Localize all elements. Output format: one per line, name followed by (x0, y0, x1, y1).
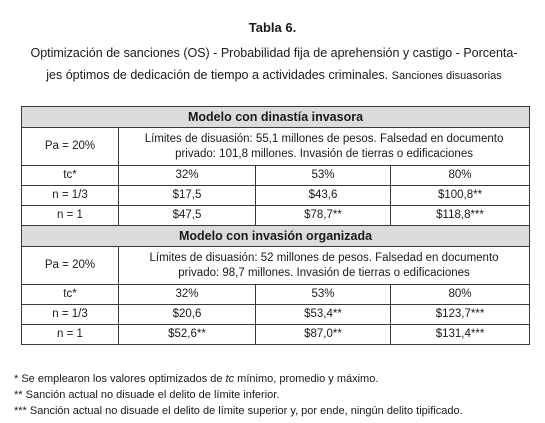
section-header-row (22, 107, 530, 128)
table-caption (18, 42, 530, 87)
limits-text (119, 128, 530, 166)
table-cell: 80% (391, 285, 530, 305)
table-cell: $47,5 (119, 206, 256, 226)
table-cell: $123,7*** (391, 305, 530, 325)
limits-row (22, 247, 530, 285)
table-cell: $43,6 (256, 186, 391, 206)
caption-line-2: jes óptimos de dedicación de tiempo a actividades criminales. (46, 68, 389, 82)
limits-line-2: privado: 101,8 millones. Invasión de tierras o edificaciones (175, 147, 473, 160)
table-cell: 80% (391, 166, 530, 186)
table-title: Tabla 6. (248, 20, 297, 35)
pa-label: Pa = 20% (22, 247, 119, 285)
tc-row (22, 285, 530, 305)
table-cell: $53,4** (256, 305, 391, 325)
limits-line-1: Límites de disuasión: 52 millones de pesos. Falsedad en documento (149, 251, 499, 264)
section-header: Modelo con dinastía invasora (22, 107, 530, 128)
limits-row (22, 128, 530, 166)
pa-label: Pa = 20% (22, 128, 119, 166)
row-label: n = 1 (22, 325, 119, 345)
table-cell: $78,7** (256, 206, 391, 226)
table-row (22, 206, 530, 226)
footnote-1-post: mínimo, promedio y máximo. (234, 373, 379, 385)
section-header: Modelo con invasión organizada (22, 226, 530, 247)
table-row (22, 186, 530, 206)
footnote-3: *** Sanción actual no disuade el delito de límite superior y, por ende, ningún delito tipificado. (14, 405, 463, 417)
table-cell: $87,0** (256, 325, 391, 345)
row-label: tc* (22, 166, 119, 186)
table-cell: $118,8*** (391, 206, 530, 226)
table-cell: $17,5 (119, 186, 256, 206)
row-label: n = 1/3 (22, 186, 119, 206)
table-row (22, 305, 530, 325)
row-label: n = 1/3 (22, 305, 119, 325)
footnotes (14, 371, 539, 419)
table-cell: $20,6 (119, 305, 256, 325)
limits-line-2: privado: 98,7 millones. Invasión de tierras o edificaciones (178, 266, 470, 279)
table-cell: $100,8** (391, 186, 530, 206)
sanctions-table (21, 106, 530, 345)
limits-text (119, 247, 530, 285)
table-cell: $131,4*** (391, 325, 530, 345)
footnote-1-italic: tc (225, 373, 235, 385)
table-cell: $52,6** (119, 325, 256, 345)
table-cell: 53% (256, 166, 391, 186)
footnote-1 (14, 371, 539, 387)
footnote-1-pre: * Se emplearon los valores optimizados de (14, 373, 226, 385)
tc-row (22, 166, 530, 186)
table-cell: 32% (119, 285, 256, 305)
table-cell: 53% (256, 285, 391, 305)
caption-subtitle: Sanciones disuasorias (391, 70, 502, 82)
limits-line-1: Límites de disuasión: 55,1 millones de pesos. Falsedad en documento (144, 132, 504, 145)
table-row (22, 325, 530, 345)
caption-line-1: Optimización de sanciones (OS) - Probabilidad fija de aprehensión y castigo - Porcenta- (30, 46, 518, 60)
section-header-row (22, 226, 530, 247)
table-cell: 32% (119, 166, 256, 186)
row-label: tc* (22, 285, 119, 305)
row-label: n = 1 (22, 206, 119, 226)
footnote-2: ** Sanción actual no disuade el delito de límite inferior. (14, 389, 280, 401)
